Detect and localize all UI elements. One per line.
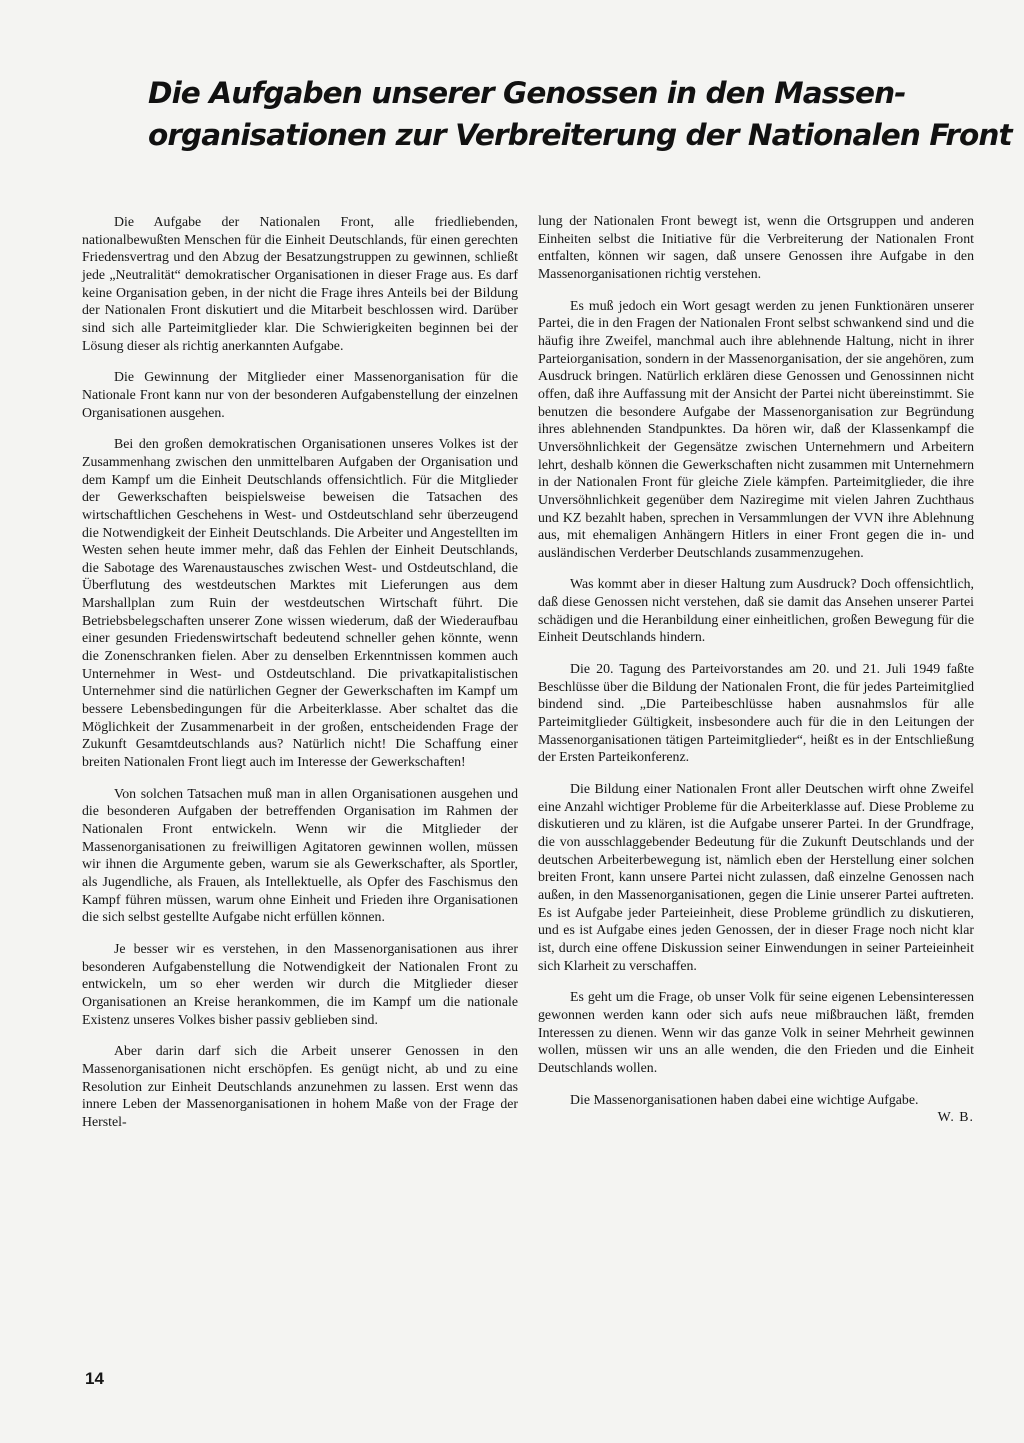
final-paragraph — [538, 1091, 974, 1125]
left-column — [82, 213, 518, 1131]
paragraph-text: Die Massenorganisationen haben dabei eine wichtige Aufgabe. — [570, 1091, 919, 1107]
paragraph: Aber darin darf sich die Arbeit unserer Genossen in den Massenorganisationen nicht erschöpfen. Es genügt nicht, ab und zu eine Resolution zur Einheit Deutschlands anzunehmen zu lassen. Erst wenn das innere Leben der Massenorganisationen in hohem Maße von der Frage der Herstel- — [82, 1043, 518, 1129]
paragraph: Die 20. Tagung des Parteivorstandes am 20. und 21. Juli 1949 faßte Beschlüsse über die Bildung der Nationalen Front, die für jedes Parteimitglied bindend sind. „Die Parteibeschlüsse haben ausnahmslos für alle Parteimitglieder Gültigkeit, insbesondere auch für die in den Leitungen der Massenorganisationen tätigen Parteimitglieder“, heißt es in der Entschließung der Ersten Parteikonferenz. — [538, 661, 974, 765]
article-title — [148, 72, 1012, 156]
paragraph: Die Aufgabe der Nationalen Front, alle friedliebenden, nationalbewußten Menschen für die Einheit Deutschlands, für einen gerechten Friedensvertrag und den Abzug der Besatzungstruppen zu gewinnen, schließt jede „Neutralität“ demokratischer Organisationen in dieser Frage aus. Es darf keine Organisation geben, in der nicht die Frage ihres Anteils bei der Bildung der Nationalen Front diskutiert und die Mitarbeit beschlossen wird. Darüber sind sich alle Parteimitglieder klar. Die Schwierigkeiten beginnen bei der Lösung dieser als richtig anerkannten Aufgabe. — [82, 214, 518, 353]
page-number: 14 — [85, 1369, 104, 1388]
paragraph: Je besser wir es verstehen, in den Massenorganisationen aus ihrer besonderen Aufgabenstellung die Notwendigkeit der Nationalen Front zu entwickeln, um so eher werden wir durch die Mitglieder dieser Organisationen an Kreise herankommen, die im Kampf um die nationale Existenz unseres Volkes bisher passiv geblieben sind. — [82, 940, 518, 1027]
paragraph: Bei den großen demokratischen Organisationen unseres Volkes ist der Zusammenhang zwischen den unmittelbaren Aufgaben der Organisation und dem Kampf um die Einheit Deutschlands offensichtlich. Für die Mitglieder der Gewerkschaften beispielsweise beweisen die Tatsachen des wirtschaftlichen Geschehens in West- und Ostdeutschland sehr überzeugend die Notwendigkeit der Einheit Deutschlands. Die Arbeiter und Angestellten im Westen sehen heute immer mehr, daß das Fehlen der Einheit Deutschlands, die Sabotage des Warenaustausches zwischen West- und Ostdeutschland, die Überflutung des westdeutschen Marktes mit Lieferungen aus dem Marshallplan zum Ruin der westdeutschen Wirtschaft führt. Die Betriebsbelegschaften unserer Zone wissen wiederum, daß der Wiederaufbau einer gesunden Friedenswirtschaft bedeutend schneller gehen könnte, wenn die Zonenschranken fielen. Aber zu denselben Erkenntnissen kommen auch Unternehmer in West- und Ostdeutschland. Die privatkapitalistischen Unternehmer sind die natürlichen Gegner der Gewerkschaften im Kampf um bessere Lebensbedingungen für die Arbeiterklasse. Aber schaltet das die Möglichkeit der Zusammenarbeit in der großen, entscheidenden Frage der Zukunft Gesamtdeutschlands aus? Natürlich nicht! Die Schaffung einer breiten Nationalen Front liegt auch im Interesse der Gewerkschaften! — [82, 436, 518, 770]
paragraph: Es muß jedoch ein Wort gesagt werden zu jenen Funktionären unserer Partei, die in den Fragen der Nationalen Front selbst schwankend sind und die häufig ihre Zweifel, manchmal auch ihre ablehnende Haltung, nicht in ihrer Parteiorganisation, sondern in der Massenorganisation, der sie angehören, zum Ausdruck bringen. Natürlich erklären diese Genossen und Genossinnen nicht offen, daß ihre Auffassung mit der Ansicht der Partei nicht übereinstimmt. Sie benutzen die besondere Aufgabe der Massenorganisation zur Begründung ihres ablehnenden Standpunktes. Da hören wir, daß der Klassenkampf die Unversöhnlichkeit der Gegensätze zwischen Unternehmern und Arbeitern lehrt, deshalb können die Gewerkschaften nicht zusammen mit Unternehmern in der Nationalen Front für gleiche Ziele kämpfen. Parteimitglieder, die ihre Unversöhnlichkeit gegenüber dem Naziregime mit vielen Jahren Zuchthaus und KZ bezahlt haben, sprechen in Versammlungen der VVN ihre Ablehnung aus, mit ehemaligen Anhängern Hitlers in einer Front gegen die in- und ausländischen Verderber Deutschlands zusammenzugehen. — [538, 297, 974, 560]
paragraph: lung der Nationalen Front bewegt ist, wenn die Ortsgruppen und anderen Einheiten selbst die Initiative für die Verbreiterung der Nationalen Front entfalten, können wir sagen, daß unsere Genossen ihre Aufgabe in den Massenorganisationen richtig verstehen. — [538, 213, 974, 281]
author-signature: W. B. — [937, 1109, 974, 1125]
paragraph: Was kommt aber in dieser Haltung zum Ausdruck? Doch offensichtlich, daß diese Genossen nicht verstehen, daß sie damit das Ansehen unserer Partei schädigen und die Heranbildung einer einheitlichen, großen Bewegung für die Einheit Deutschlands hindern. — [538, 576, 974, 645]
title-line-1: Die Aufgaben unserer Genossen in den Massen- — [148, 76, 906, 110]
paragraph: Die Bildung einer Nationalen Front aller Deutschen wirft ohne Zweifel eine Anzahl wichtiger Probleme für die Arbeiterklasse auf. Diese Probleme zu diskutieren und zu klären, ist die Aufgabe unserer Partei. In der Grundfrage, die von ausschlaggebender Bedeutung für die Zukunft Deutschlands und der deutschen Arbeiterbewegung ist, nämlich eben der Herstellung einer solchen breiten Front, kann unsere Partei nicht zulassen, daß einzelne Genossen nach außen, in den Massenorganisationen, gegen die Linie unserer Partei auftreten. Es ist Aufgabe jeder Parteieinheit, diese Probleme gründlich zu diskutieren, und es ist Aufgabe eines jeden Genossen, der in dieser Frage noch nicht klar ist, durch eine offene Diskussion seiner Einwendungen in seiner Parteieinheit sich Klarheit zu verschaffen. — [538, 781, 974, 973]
title-line-2: organisationen zur Verbreiterung der Nationalen Front — [148, 118, 1012, 152]
paragraph: Es geht um die Frage, ob unser Volk für seine eigenen Lebensinteressen gewonnen werden kann oder sich aufs neue mißbrauchen läßt, fremden Interessen zu dienen. Wenn wir das ganze Volk in seiner Mehrheit gewinnen wollen, müssen wir uns an alle wenden, die den Frieden und die Einheit Deutschlands wollen. — [538, 989, 974, 1075]
paragraph: Von solchen Tatsachen muß man in allen Organisationen ausgehen und die besonderen Aufgaben der betreffenden Organisation im Rahmen der Nationalen Front entwickeln. Wenn wir die Mitglieder der Massenorganisationen zu freiwilligen Agitatoren gewinnen wollen, müssen wir ihnen die Argumente geben, warum sie als Gewerkschafter, als Sportler, als Jugendliche, als Frauen, als Intellektuelle, als Opfer des Faschismus den Kampf führen müssen, warum ohne Einheit und Frieden ihre Organisationen die sich selbst gestellte Aufgabe nicht erfüllen können. — [82, 785, 518, 925]
right-column — [538, 212, 974, 1126]
paragraph: Die Gewinnung der Mitglieder einer Massenorganisation für die Nationale Front kann nur von der besonderen Aufgabenstellung der einzelnen Organisationen ausgehen. — [82, 369, 518, 420]
